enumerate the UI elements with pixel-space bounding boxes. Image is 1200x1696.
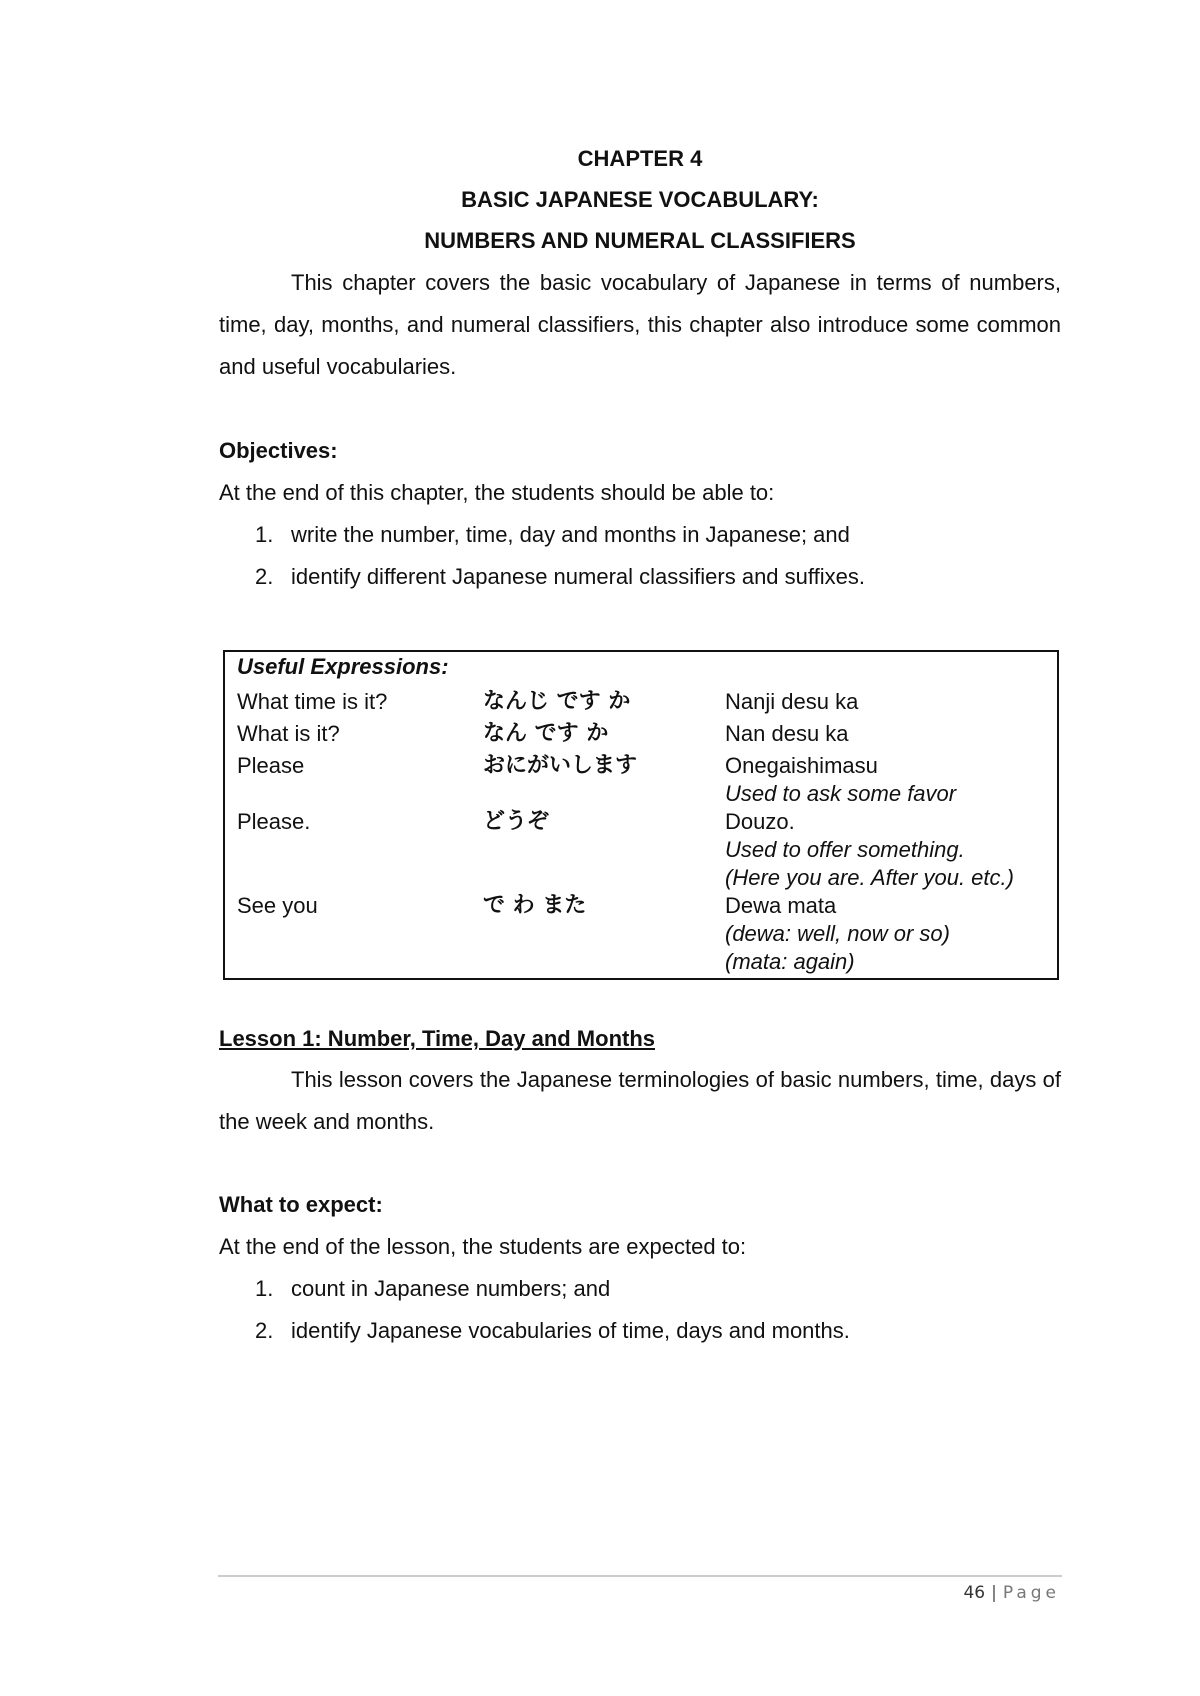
expression-japanese: で わ また [483, 893, 587, 918]
expression-japanese: なん です か [483, 721, 609, 746]
expression-english: Please. [237, 809, 311, 834]
expect-item [255, 1318, 850, 1344]
expression-romaji: Douzo. [725, 809, 795, 834]
expression-japanese: おにがいします [483, 753, 638, 778]
expression-note: Used to ask some favor [725, 781, 957, 806]
expect-label: What to expect: [219, 1192, 383, 1217]
chapter-title: BASIC JAPANESE VOCABULARY: [461, 187, 819, 212]
expression-romaji: Nan desu ka [725, 721, 849, 746]
objectives-lead: At the end of this chapter, the students should be able to: [219, 480, 775, 505]
expression-romaji: Dewa mata [725, 893, 837, 918]
list-text: write the number, time, day and months in Japanese; and [291, 522, 850, 547]
objective-item [255, 522, 850, 548]
expect-lead: At the end of the lesson, the students are expected to: [219, 1234, 747, 1259]
chapter-intro: This chapter covers the basic vocabulary of Japanese in terms of numbers, time, day, months, and numeral classifiers, this chapter also introduce some common and useful vocabularies. [219, 270, 1061, 379]
lesson-title: Lesson 1: Number, Time, Day and Months [219, 1026, 656, 1051]
expression-romaji: Onegaishimasu [725, 753, 878, 778]
page-label: Page [1002, 1583, 1060, 1603]
chapter-subtitle: NUMBERS AND NUMERAL CLASSIFIERS [424, 228, 856, 253]
page-footer [963, 1583, 1060, 1603]
list-number: 1. [255, 522, 274, 547]
list-number: 1. [255, 1276, 274, 1301]
useful-expressions-title: Useful Expressions: [237, 654, 449, 679]
list-text: identify Japanese vocabularies of time, days and months. [291, 1318, 850, 1343]
list-text: count in Japanese numbers; and [291, 1276, 611, 1301]
list-text: identify different Japanese numeral classifiers and suffixes. [291, 564, 865, 589]
list-number: 2. [255, 1318, 274, 1343]
expression-note: (mata: again) [725, 949, 855, 974]
footer-divider [218, 1575, 1062, 1577]
expression-japanese: どうぞ [483, 809, 550, 834]
lesson-intro: This lesson covers the Japanese terminologies of basic numbers, time, days of the week and months. [219, 1067, 1061, 1134]
objective-item [255, 564, 865, 590]
expression-english: See you [237, 893, 318, 918]
expression-romaji: Nanji desu ka [725, 689, 859, 714]
footer-separator: | [991, 1583, 997, 1603]
expression-note: Used to offer something. [725, 837, 965, 862]
expression-note: (Here you are. After you. etc.) [725, 865, 1014, 890]
expression-english: Please [237, 753, 305, 778]
expression-note: (dewa: well, now or so) [725, 921, 950, 946]
useful-expressions-box [223, 650, 1059, 980]
page-number: 46 [963, 1583, 986, 1603]
chapter-number: CHAPTER 4 [577, 146, 703, 171]
list-number: 2. [255, 564, 274, 589]
expression-english: What time is it? [237, 689, 388, 714]
expect-item [255, 1276, 610, 1302]
objectives-label: Objectives: [219, 438, 338, 463]
expression-english: What is it? [237, 721, 340, 746]
expression-japanese: なんじ です か [483, 689, 631, 714]
